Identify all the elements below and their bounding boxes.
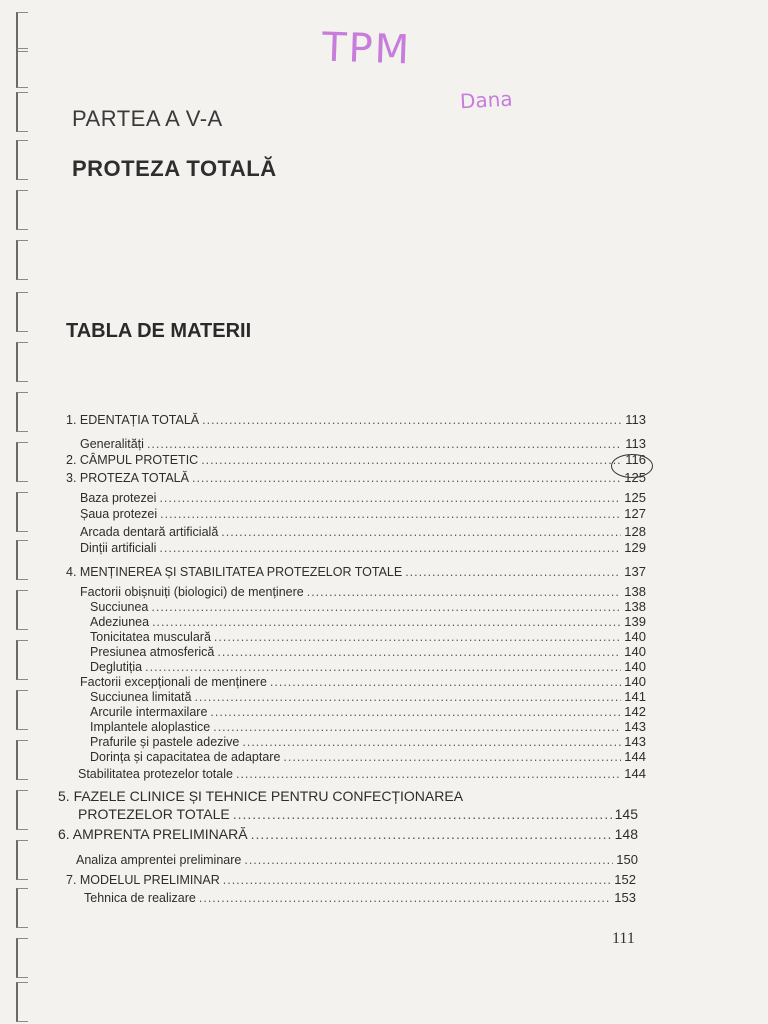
toc-entry: Generalități ..... 113 [80, 436, 646, 451]
toc-entry: Analiza amprentei preliminare ..... 150 [76, 852, 638, 867]
part-heading: PARTEA A V-A [72, 106, 223, 131]
page-number: 111 [612, 930, 635, 947]
handwritten-name: Dana [459, 86, 514, 114]
toc-entry: Tehnica de realizare ..... 153 [84, 890, 636, 905]
toc-entry: 6. AMPRENTA PRELIMINARĂ ..... 148 [58, 826, 638, 842]
toc-entry: 4. MENȚINEREA ȘI STABILITATEA PROTEZELOR TOTALE ..... 137 [66, 564, 646, 579]
toc-entry: Șaua protezei ..... 127 [80, 506, 646, 521]
toc-entry: Factorii obișnuiți (biologici) de menținere ..... 138 [80, 584, 646, 599]
toc-entry: Baza protezei ..... 125 [80, 490, 646, 505]
toc-entry: Succiunea limitată ..... 141 [90, 689, 646, 704]
toc-entry: Adeziunea ..... 139 [90, 614, 646, 629]
toc-entry: Stabilitatea protezelor totale ..... 144 [78, 766, 646, 781]
part-title: PROTEZA TOTALĂ [72, 156, 277, 181]
toc-entry: PROTEZELOR TOTALE ..... 145 [78, 806, 638, 822]
toc-entry: 5. FAZELE CLINICE ȘI TEHNICE PENTRU CONFECȚIONAREA [58, 788, 464, 804]
toc-entry: Deglutiția ..... 140 [90, 659, 646, 674]
handwritten-tpm: TPM [321, 24, 412, 74]
toc-entry: 1. EDENTAȚIA TOTALĂ ..... 113 [66, 412, 646, 427]
toc-entry: 3. PROTEZA TOTALĂ ..... 125 [66, 470, 646, 485]
toc-entry: Tonicitatea musculară ..... 140 [90, 629, 646, 644]
toc-entry: 7. MODELUL PRELIMINAR ..... 152 [66, 872, 636, 887]
toc-entry: Factorii excepționali de menținere ..... 140 [80, 674, 646, 689]
toc-entry: Implantele aloplastice ..... 143 [90, 719, 646, 734]
toc-entry: Dorința și capacitatea de adaptare ..... 144 [90, 749, 646, 764]
handwritten-circle [611, 454, 653, 478]
toc-entry: Arcada dentară artificială ..... 128 [80, 524, 646, 539]
toc-entry: 2. CÂMPUL PROTETIC ..... 116 [66, 452, 646, 467]
toc-entry: Succiunea ..... 138 [90, 599, 646, 614]
toc-entry: Arcurile intermaxilare ..... 142 [90, 704, 646, 719]
toc-entry: Presiunea atmosferică ..... 140 [90, 644, 646, 659]
toc-entry: Dinții artificiali ..... 129 [80, 540, 646, 555]
spiral-binding [10, 0, 40, 1024]
toc-heading: TABLA DE MATERII [66, 320, 252, 342]
toc-entry: Prafurile și pastele adezive ..... 143 [90, 734, 646, 749]
